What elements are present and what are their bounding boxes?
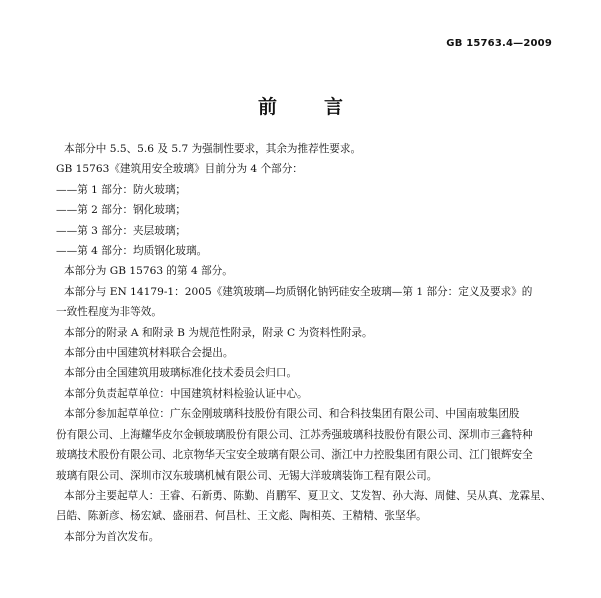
paragraph-participating-drafters: 本部分参加起草单位：广东金刚玻璃科技股份有限公司、和合科技集团有限公司、中国南玻集团股 xyxy=(64,408,520,421)
paragraph-participating-drafters-cont-2: 玻璃技术股份有限公司、北京物华天宝安全玻璃有限公司、浙江中力控股集团有限公司、江门银辉安全 xyxy=(56,449,533,462)
paragraph-parts-intro: GB 15763《建筑用安全玻璃》目前分为 4 个部分： xyxy=(56,163,303,176)
document-body xyxy=(56,139,554,547)
paragraph-first-release: 本部分为首次发布。 xyxy=(64,530,160,543)
paragraph-main-drafters: 本部分主要起草人：王睿、石新勇、陈勤、肖鹏军、夏卫文、艾发智、孙大海、周健、吴从真、龙霖星、 xyxy=(64,489,552,502)
paragraph-participating-drafters-cont-1: 份有限公司、上海耀华皮尔金顿玻璃股份有限公司、江苏秀强玻璃科技股份有限公司、深圳市三鑫特种 xyxy=(56,428,533,441)
paragraph-part-number: 本部分为 GB 15763 的第 4 部分。 xyxy=(64,265,233,278)
paragraph-administered-by: 本部分由全国建筑用玻璃标准化技术委员会归口。 xyxy=(64,367,298,380)
paragraph-annexes: 本部分的附录 A 和附录 B 为规范性附录，附录 C 为资料性附录。 xyxy=(64,326,373,339)
list-item-part-3: ——第 3 部分：夹层玻璃； xyxy=(56,224,187,237)
list-item-part-4: ——第 4 部分：均质钢化玻璃。 xyxy=(56,245,208,258)
standard-code: GB 15763.4—2009 xyxy=(446,38,552,49)
paragraph-participating-drafters-cont-3: 玻璃有限公司、深圳市汉东玻璃机械有限公司、无锡大洋玻璃装饰工程有限公司。 xyxy=(56,469,438,482)
paragraph-mandatory: 本部分中 5.5、5.6 及 5.7 为强制性要求，其余为推荐性要求。 xyxy=(64,143,362,155)
paragraph-responsible-drafter: 本部分负责起草单位：中国建筑材料检验认证中心。 xyxy=(64,387,308,400)
page-title: 前 言 xyxy=(257,96,357,118)
paragraph-equivalence: 本部分与 EN 14179-1：2005《建筑玻璃—均质钢化钠钙硅安全玻璃—第 1 部分：定义及要求》的 xyxy=(64,285,533,298)
list-item-part-2: ——第 2 部分：钢化玻璃； xyxy=(56,204,187,217)
paragraph-main-drafters-cont: 吕皓、陈新彦、杨宏斌、盛丽君、何昌杜、王文彪、陶相英、王精精、张坚华。 xyxy=(56,510,427,523)
list-item-part-1: ——第 1 部分：防火玻璃； xyxy=(56,183,187,196)
paragraph-proposed-by: 本部分由中国建筑材料联合会提出。 xyxy=(64,347,234,360)
paragraph-equivalence-cont: 一致性程度为非等效。 xyxy=(56,306,162,319)
